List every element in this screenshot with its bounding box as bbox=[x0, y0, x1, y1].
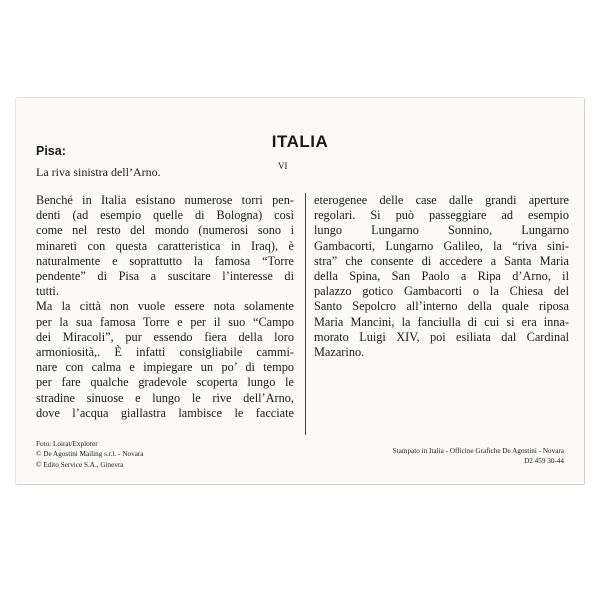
text-line: eterogenee delle case dalle grandi aperture bbox=[314, 193, 569, 207]
text-line: minareti con questa caratteristica in Iraq), è bbox=[36, 238, 294, 253]
text-line: regolari. Si può passeggiare ad esempio bbox=[314, 208, 569, 223]
column-divider bbox=[305, 193, 306, 435]
copyright-line: © Edito Service S.A., Ginevra bbox=[36, 460, 124, 469]
text-line: nare con calma e impiegare un po’ di tempo bbox=[36, 360, 294, 375]
text-line: armoniosità,. È infatti consigliabile cammi- bbox=[36, 345, 294, 360]
text-line: morato Luigi XIV, poi esiliata dal Cardinal bbox=[314, 329, 569, 344]
paragraph-2 bbox=[36, 299, 294, 421]
subtitle: La riva sinistra dell’Arno. bbox=[36, 165, 161, 179]
text-line: come nel resto del mondo (numerosi sono i bbox=[36, 223, 294, 238]
copyright-line: © De Agostini Mailing s.r.l. - Novara bbox=[36, 450, 144, 459]
text-line: della Spina, San Paolo a Ripa d’Arno, il bbox=[314, 269, 569, 284]
text-line: tutti. bbox=[36, 284, 59, 299]
text-line: Benché in Italia esistano numerose torri pen- bbox=[36, 193, 294, 207]
city-heading: Pisa: bbox=[36, 144, 66, 158]
text-line: lungo Lungarno Sonnino, Lungarno bbox=[314, 223, 569, 238]
text-line: dei Miracoli”, pur essendo fiera della loro bbox=[36, 329, 294, 344]
left-column-text bbox=[36, 193, 294, 421]
text-line: dove l’acqua giallastra lambisce le facciate bbox=[36, 405, 294, 420]
right-column-text bbox=[314, 193, 569, 360]
text-line: pendente” di Pisa a suscitare l’interesse di bbox=[36, 269, 294, 284]
card-number: VI bbox=[278, 161, 288, 171]
text-line: stradine sinuose e lungo le rive dell’Arno, bbox=[36, 390, 294, 405]
product-code: D2 459 30-44 bbox=[524, 457, 564, 466]
text-line: Mazarino. bbox=[314, 345, 365, 360]
text-line: Ma la città non vuole essere nota solamente bbox=[36, 299, 294, 314]
printed-in: Stampato in Italia - Officine Grafiche De Agostini - Novara bbox=[392, 447, 564, 455]
printer-info bbox=[393, 446, 564, 467]
page-title: ITALIA bbox=[271, 132, 329, 151]
paragraph-1 bbox=[36, 193, 294, 299]
text-line: denti (ad esempio quelle di Bologna) così bbox=[36, 208, 294, 223]
text-line: per fare qualche gradevole scoperta lungo le bbox=[36, 375, 294, 390]
credits bbox=[36, 439, 143, 470]
text-line: Maria Mancini, la fanciulla di cui si era inna- bbox=[314, 314, 569, 329]
text-line: palazzo gotico Gambacorti o la Chiesa del bbox=[314, 284, 569, 299]
postcard-back bbox=[16, 98, 584, 484]
text-line: Santo Sepolcro all’interno della quale riposa bbox=[314, 299, 569, 314]
text-line: naturalmente e soprattutto la famosa “Torre bbox=[36, 253, 294, 268]
text-line: per la sua famosa Torre e per il suo “Campo bbox=[36, 314, 294, 329]
text-line: stra” che consente di accedere a Santa Maria bbox=[314, 253, 569, 268]
photo-credit: Foto: Loirat/Explorer bbox=[36, 440, 98, 448]
text-line: Gambacorti, Lungarno Galileo, la “riva sini- bbox=[314, 238, 569, 253]
